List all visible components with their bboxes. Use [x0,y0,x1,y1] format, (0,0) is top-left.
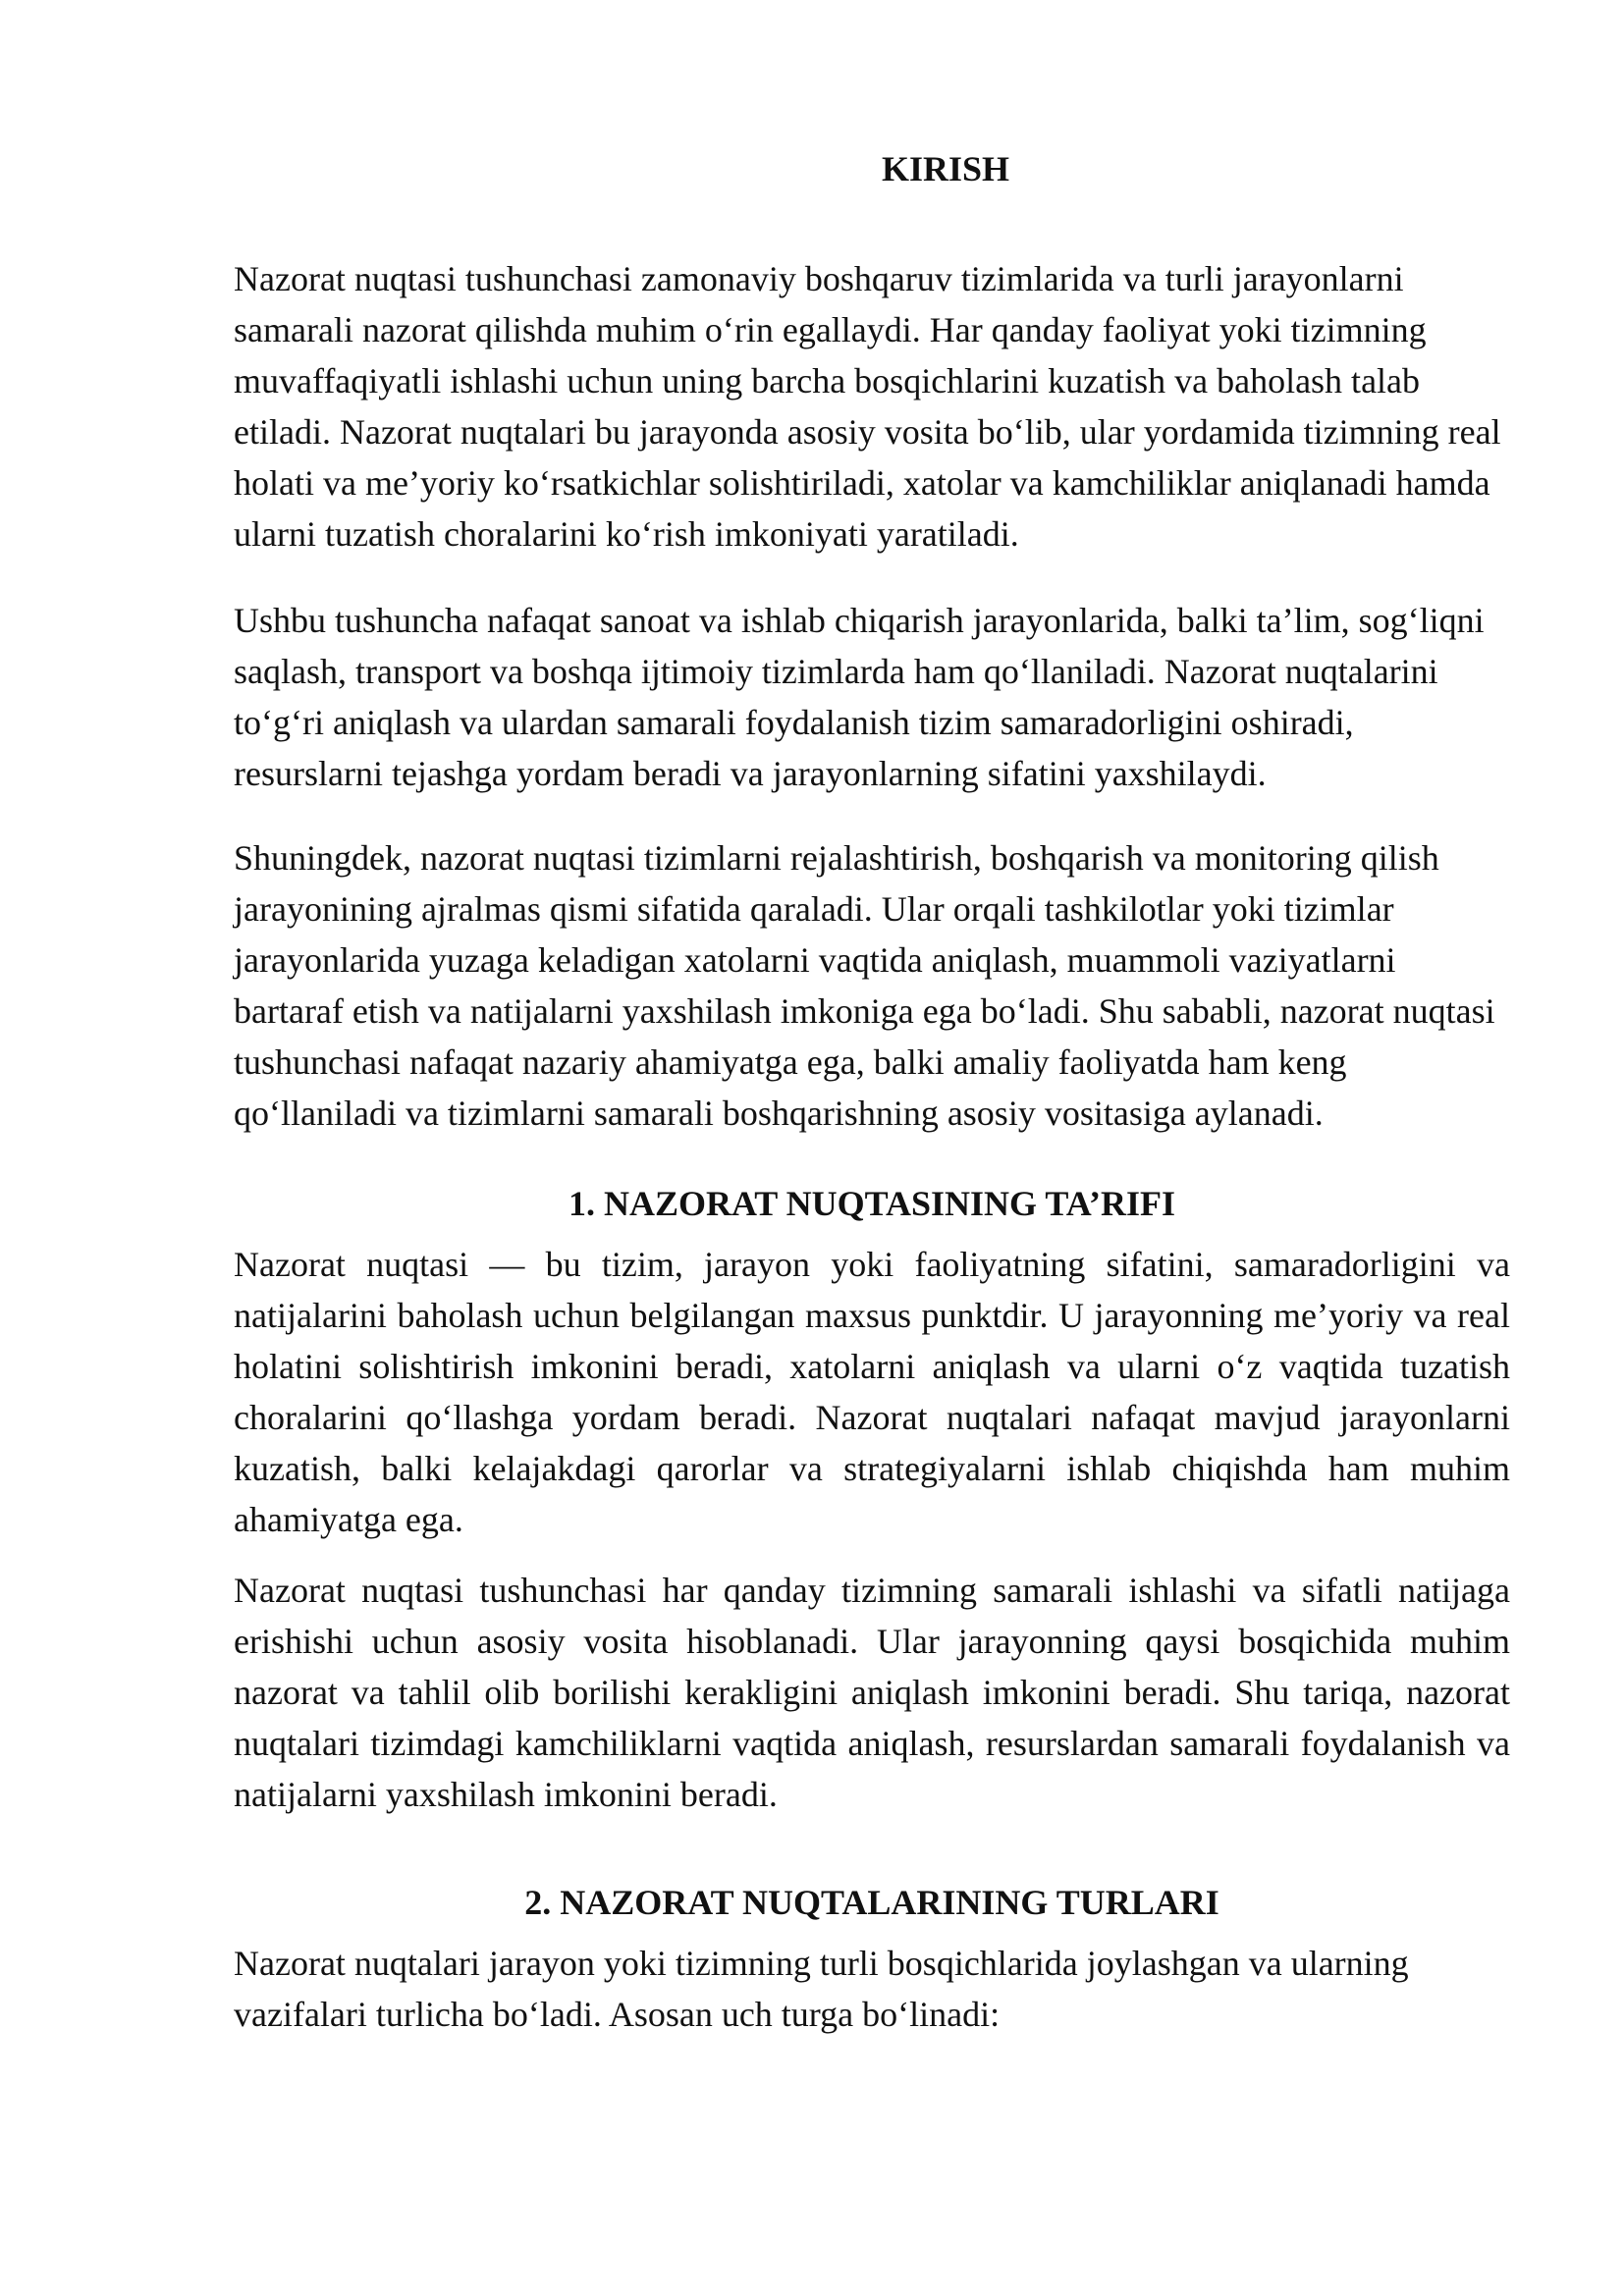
intro-paragraph-1: Nazorat nuqtasi tushunchasi zamonaviy boshqaruv tizimlarida va turli jarayonlarni samarali nazorat qilishda muhim o‘rin egallaydi. Har qanday faoliyat yoki tizimning muvaffaqiyatli ishlashi uchun uning barcha bosqichlarini kuzatish va baholash talab etiladi. Nazorat nuqtalari bu jarayonda asosiy vosita bo‘lib, ular yordamida tizimning real holati va me’yoriy ko‘rsatkichlar solishtiriladi, xatolar va kamchiliklar aniqlanadi hamda ularni tuzatish choralarini ko‘rish imkoniyati yaratiladi. [234,259,1501,554]
document-body [234,145,1510,2040]
section1-paragraph-1: Nazorat nuqtasi — bu tizim, jarayon yoki faoliyatning sifatini, samaradorligini va natijalarini baholash uchun belgilangan maxsus punktdir. U jarayonning me’yoriy va real holatini solishtirish imkonini beradi, xatolarni aniqlash va ularni o‘z vaqtida tuzatish choralarini qo‘llashga yordam beradi. Nazorat nuqtalari nafaqat mavjud jarayonlarni kuzatish, balki kelajakdagi qarorlar va strategiyalarni ishlab chiqishda ham muhim ahamiyatga ega. [234,1245,1510,1539]
section-title-2: 2. NAZORAT NUQTALARINING TURLARI [524,1883,1219,1922]
section-title-intro: KIRISH [881,149,1010,188]
section-title-1: 1. NAZORAT NUQTASINING TA’RIFI [568,1184,1176,1223]
intro-paragraph-3: Shuningdek, nazorat nuqtasi tizimlarni rejalashtirish, boshqarish va monitoring qilish jarayonining ajralmas qismi sifatida qaraladi. Ular orqali tashkilotlar yoki tizimlar jarayonlarida yuzaga keladigan xatolarni vaqtida aniqlash, muammoli vaziyatlarni bartaraf etish va natijalarni yaxshilash imkoniga ega bo‘ladi. Shu sababli, nazorat nuqtasi tushunchasi nafaqat nazariy ahamiyatga ega, balki amaliy faoliyatda ham keng qo‘llaniladi va tizimlarni samarali boshqarishning asosiy vositasiga aylanadi. [234,838,1495,1133]
intro-paragraph-2: Ushbu tushuncha nafaqat sanoat va ishlab chiqarish jarayonlarida, balki ta’lim, sog‘liqni saqlash, transport va boshqa ijtimoiy tizimlarda ham qo‘llaniladi. Nazorat nuqtalarini to‘g‘ri aniqlash va ulardan samarali foydalanish tizim samaradorligini oshiradi, resurslarni tejashga yordam beradi va jarayonlarning sifatini yaxshilaydi. [234,601,1485,793]
section1-paragraph-2: Nazorat nuqtasi tushunchasi har qanday tizimning samarali ishlashi va sifatli natijaga erishishi uchun asosiy vosita hisoblanadi. Ular jarayonning qaysi bosqichida muhim nazorat va tahlil olib borilishi kerakligini aniqlash imkonini beradi. Shu tariqa, nazorat nuqtalari tizimdagi kamchiliklarni vaqtida aniqlash, resurslardan samarali foydalanish va natijalarni yaxshilash imkonini beradi. [234,1571,1510,1814]
section2-paragraph-1: Nazorat nuqtalari jarayon yoki tizimning turli bosqichlarida joylashgan va ularning vazifalari turlicha bo‘ladi. Asosan uch turga bo‘linadi: [234,1944,1409,2034]
